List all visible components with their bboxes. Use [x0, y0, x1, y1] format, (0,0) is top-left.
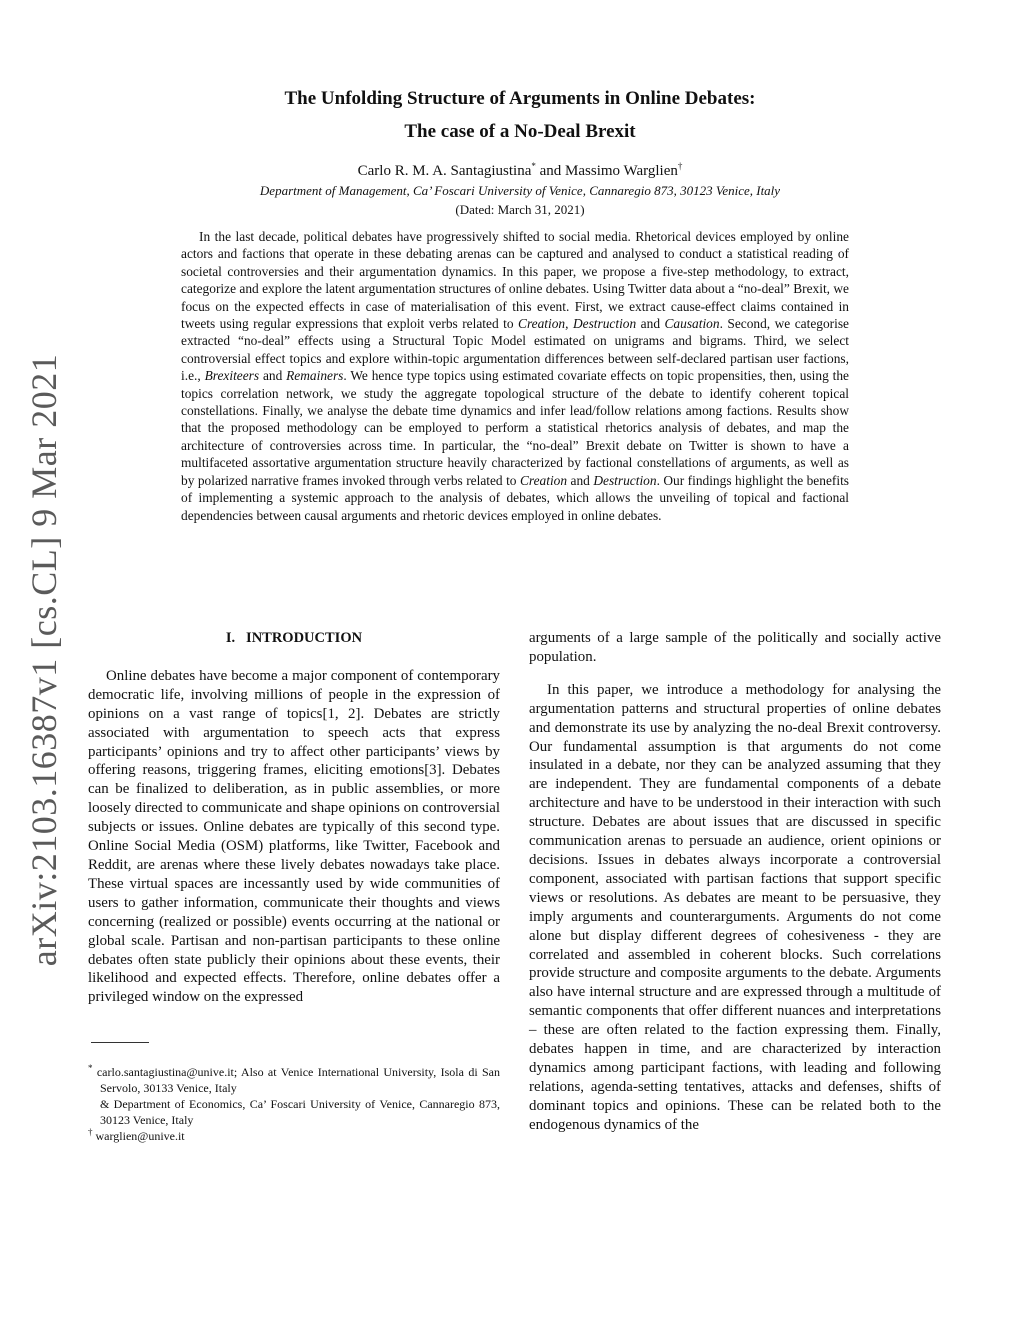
section-heading-introduction: I. INTRODUCTION — [225, 630, 363, 646]
footnote-mark: * — [531, 161, 536, 171]
body-paragraph: Online debates have become a major component of contemporary democratic life, involving millions of people in the expression of opinions on a vast range of topics[1, 2]. Debates are strictly associated with argumentation to speech acts that express participants’ opinions and try to affect other participants’ views by offering reasons, triggering frames, eliciting emotions[3]. Debates can be finalized to deliberation, as in public assemblies, or more loosely directed to communicate and shape opinions on controversial subjects or issues. Online debates are typically of this second type. Online Social Media (OSM) platforms, like Twitter, Facebook and Reddit, are arenas where these lively debates nowadays take place. These virtual spaces are incessantly used by wide communities of users to gather information, communicate their thoughts and views concerning (realized or possible) events occurring at the national or global scale. Partisan and non-partisan participants to these online debates often state publicly their opinions about these events, their likelihood and expected effects. Therefore, online debates offer a privileged window on the expressed — [88, 667, 500, 1006]
footnote-author1: * carlo.santagiustina@unive.it; Also at Venice International University, Isola di San Servolo, 30133 Venice, Italy — [88, 1063, 501, 1096]
author-name: Massimo Warglien — [565, 163, 678, 179]
abstract: In the last decade, political debates have progressively shifted to social media. Rhetorical devices employed by online actors and factions that operate in these debating arenas can be captured and analysed to conduct a statistical reading of societal controversies and their argumentation dynamics. In this paper, we propose a five-step methodology, to extract, categorize and explore the latent argumentation structures of online debates. Using Twitter data about a “no-deal” Brexit, we focus on the expected effects in case of materialisation of this event. First, we extract cause-effect claims contained in tweets using regular expressions that exploit verbs related to Creation, Destruction and Causation. Second, we categorise extracted “no-deal” effects using a Structural Topic Model estimated on unigrams and bigrams. Third, we select controversial effect topics and explore within-topic argumentation differences between self-declared partisan user factions, i.e., Brexiteers and Remainers. We hence type topics using estimated covariate effects on topic propensities, then, using the topics correlation network, we study the aggregate topological structure of the debate to identify coherent topical constellations. Finally, we analyse the debate time dynamics and infer lead/follow relations among factions. Results show that the proposed methodology can be employed to perform a statistical rhetorics analysis of debates, and map the architecture of controversies across time. In particular, the “no-deal” Brexit debate on Twitter is shown to have a multifaceted assortative argumentation structure heavily characterized by factional constellations of arguments, as well as by polarized narrative frames invoked through verbs related to Creation and Destruction. Our findings highlight the benefits of implementing a systemic approach to the analysis of debates, which allows the unveiling of topical and factional dependencies between causal arguments and rhetoric devices employed in online debates. — [181, 229, 849, 523]
footnotes — [88, 1064, 500, 1144]
footnote-divider — [91, 1042, 149, 1043]
arxiv-identifier-stamp — [14, 353, 74, 967]
right-column — [529, 629, 941, 1135]
arxiv-identifier-text: arXiv:2103.16387v1 [cs.CL] 9 Mar 2021 — [24, 353, 65, 967]
body-paragraph: In this paper, we introduce a methodology for analysing the argumentation patterns and structural properties of online debates and demonstrate its use by analyzing the no-deal Brexit controversy. Our fundamental assumption is that arguments do not come insulated in a debate, nor they can be analyzed assuming that they are independent. They are fundamental components of a debate architecture and have to be understood in their interaction with such structure. Debates are about issues that are discussed in specific communication arenas to persuade an audience, orient opinions or decisions. Issues in debates always incorporate a controversial component, associated with partisan factions that support specific views or resolutions. As debates are meant to be persuasive, they imply arguments and counterarguments. Arguments do not come alone but display different degrees of cohesiveness - they are correlated and assembled in coherent blocks. Such correlations provide structure and composite arguments to the debate. Arguments also have internal structure and are expressed through a multitude of semantic components that offer different nuances and interpretations – these are often related to the faction expressing them. Finally, debates happen in time, and are characterized by interaction dynamics among participant factions, with leading and following relations, agenda-setting tentatives, attacks and defenses, shifts of dominant topics and opinions. These can be related both to the endogenous dynamics of the — [529, 681, 941, 1133]
footnote-author2: † warglien@unive.it — [88, 1127, 185, 1144]
footnote-mark: † — [677, 161, 683, 171]
affiliation: Department of Management, Ca’ Foscari University of Venice, Cannaregio 873, 30123 Venice, Italy — [259, 183, 781, 198]
author-conjunction: and — [535, 163, 566, 179]
author-list — [120, 163, 920, 180]
author-name: Carlo R. M. A. Santagiustina — [357, 163, 532, 179]
body-paragraph-continued: arguments of a large sample of the politically and socially active population. — [529, 630, 941, 665]
paper-title-line-1: The Unfolding Structure of Arguments in Online Debates: — [284, 88, 756, 109]
paper-title-line-2: The case of a No-Deal Brexit — [404, 121, 636, 142]
footnote-author1-continued: & Department of Economics, Ca’ Foscari University of Venice, Cannaregio 873, 30123 Venice, Italy — [100, 1097, 500, 1128]
left-column — [88, 629, 500, 1144]
dated-line: (Dated: March 31, 2021) — [455, 202, 585, 217]
